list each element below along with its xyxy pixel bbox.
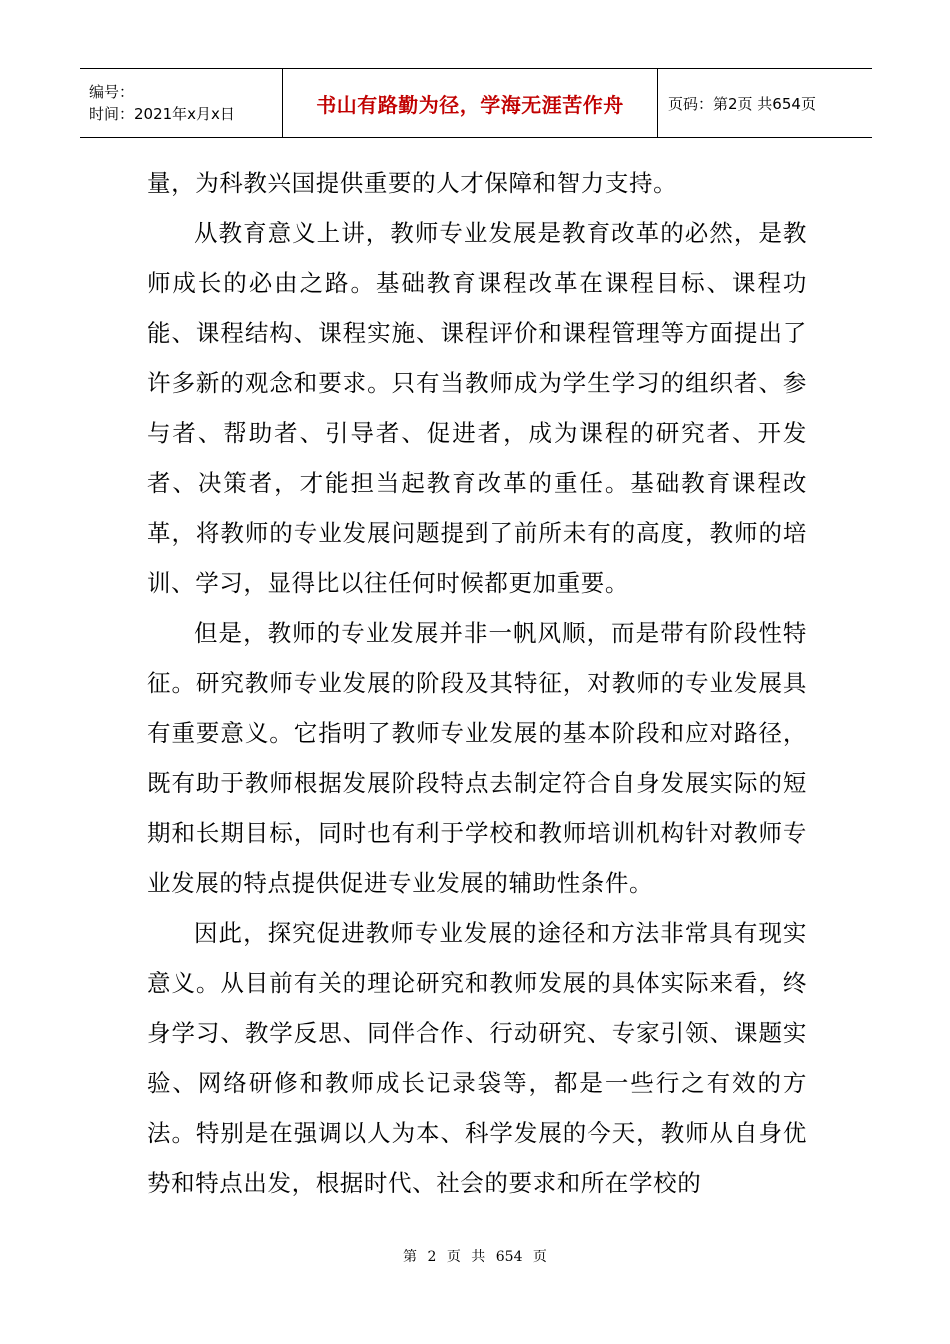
number-label: 编号： (89, 83, 135, 101)
header-page-info: 页码：第2页 共654页 (668, 94, 816, 113)
document-body (147, 158, 807, 1208)
header-motto-cell (283, 69, 658, 137)
date-line: 时间：2021年x月x日 (89, 105, 235, 123)
header-meta (80, 69, 283, 137)
motto: 书山有路勤为径，学海无涯苦作舟 (316, 92, 624, 117)
header-page-cell (658, 69, 872, 137)
page-footer: 第 2 页 共 654 页 (403, 1249, 547, 1265)
page-header (80, 68, 872, 138)
paragraph-3: 但是，教师的专业发展并非一帆风顺，而是带有阶段性特征。研究教师专业发展的阶段及其特征，对教师的专业发展具有重要意义。它指明了教师专业发展的基本阶段和应对路径，既有助于教师根据发展阶段特点去制定符合自身发展实际的短期和长期目标，同时也有利于学校和教师培训机构针对教师专业发展的特点提供促进专业发展的辅助性条件。 (147, 619, 807, 897)
paragraph-2: 从教育意义上讲，教师专业发展是教育改革的必然，是教师成长的必由之路。基础教育课程改革在课程目标、课程功能、课程结构、课程实施、课程评价和课程管理等方面提出了许多新的观念和要求。只有当教师成为学生学习的组织者、参与者、帮助者、引导者、促进者，成为课程的研究者、开发者、决策者，才能担当起教育改革的重任。基础教育课程改革，将教师的专业发展问题提到了前所未有的高度，教师的培训、学习，显得比以往任何时候都更加重要。 (147, 219, 807, 597)
paragraph-4: 因此，探究促进教师专业发展的途径和方法非常具有现实意义。从目前有关的理论研究和教师发展的具体实际来看，终身学习、教学反思、同伴合作、行动研究、专家引领、课题实验、网络研修和教师成长记录袋等，都是一些行之有效的方法。特别是在强调以人为本、科学发展的今天，教师从自身优势和特点出发，根据时代、社会的要求和所在学校的 (147, 919, 807, 1197)
paragraph-1: 量，为科教兴国提供重要的人才保障和智力支持。 (147, 169, 678, 197)
